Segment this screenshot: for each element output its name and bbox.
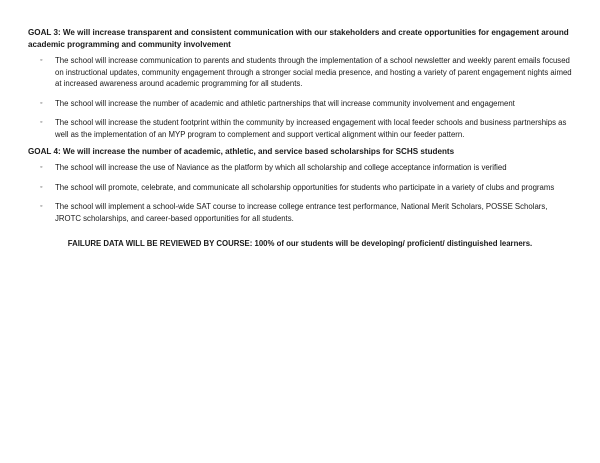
list-item-text: The school will increase the student footprint within the community by increased engagement with local feeder schools and business partnerships as well as the implementation of an MYP program to complement and support vertical alignment within our feeder pattern. [55, 118, 567, 139]
list-item [28, 201, 574, 224]
hollow-bullet-icon: ◦ [40, 119, 43, 127]
hollow-bullet-icon: ◦ [40, 57, 43, 64]
hollow-bullet-icon: ◦ [40, 203, 43, 211]
list-item-text: The school will increase the number of academic and athletic partnerships that will increase community involvement and engagement [55, 98, 515, 108]
hollow-bullet-icon: ◦ [40, 99, 43, 107]
list-item-text: The school will implement a school-wide SAT course to increase college entrance test performance, National Merit Scholars, POSSE Scholars, JROTC scholarships, and career-based opportunities for all students. [55, 202, 548, 223]
list-item-text: The school will increase the use of Naviance as the platform by which all scholarship and college acceptance information is verified [55, 163, 507, 173]
list-item-text: The school will increase communication to parents and students through the implementation of a school newsletter and weekly parent emails focused on instructional updates, community engagement through a stronger social media presence, and hosting a variety of parent engagement nights aimed at increased awareness around academic programming for all students. [55, 56, 572, 89]
goal-4-heading: GOAL 4: We will increase the number of academic, athletic, and service based scholarships for SCHS students [28, 146, 455, 156]
goal-3-list [28, 55, 574, 141]
goal-3-heading: GOAL 3: We will increase transparent and consistent communication with our stakeholders and create opportunities for engagement around academic programming and community involvement [28, 28, 569, 49]
hollow-bullet-icon: ◦ [40, 183, 43, 191]
hollow-bullet-icon: ◦ [40, 164, 43, 172]
list-item-text: The school will promote, celebrate, and communicate all scholarship opportunities for students who participate in a variety of clubs and programs [55, 182, 555, 192]
goal-4-list [28, 162, 574, 224]
list-item [28, 98, 574, 110]
list-item [28, 55, 574, 90]
list-item [28, 117, 574, 140]
failure-data-statement: FAILURE DATA WILL BE REVIEWED BY COURSE: 100% of our students will be developing/ proficient/ distinguished learners. [67, 239, 533, 249]
list-item [28, 162, 574, 174]
list-item [28, 182, 574, 194]
